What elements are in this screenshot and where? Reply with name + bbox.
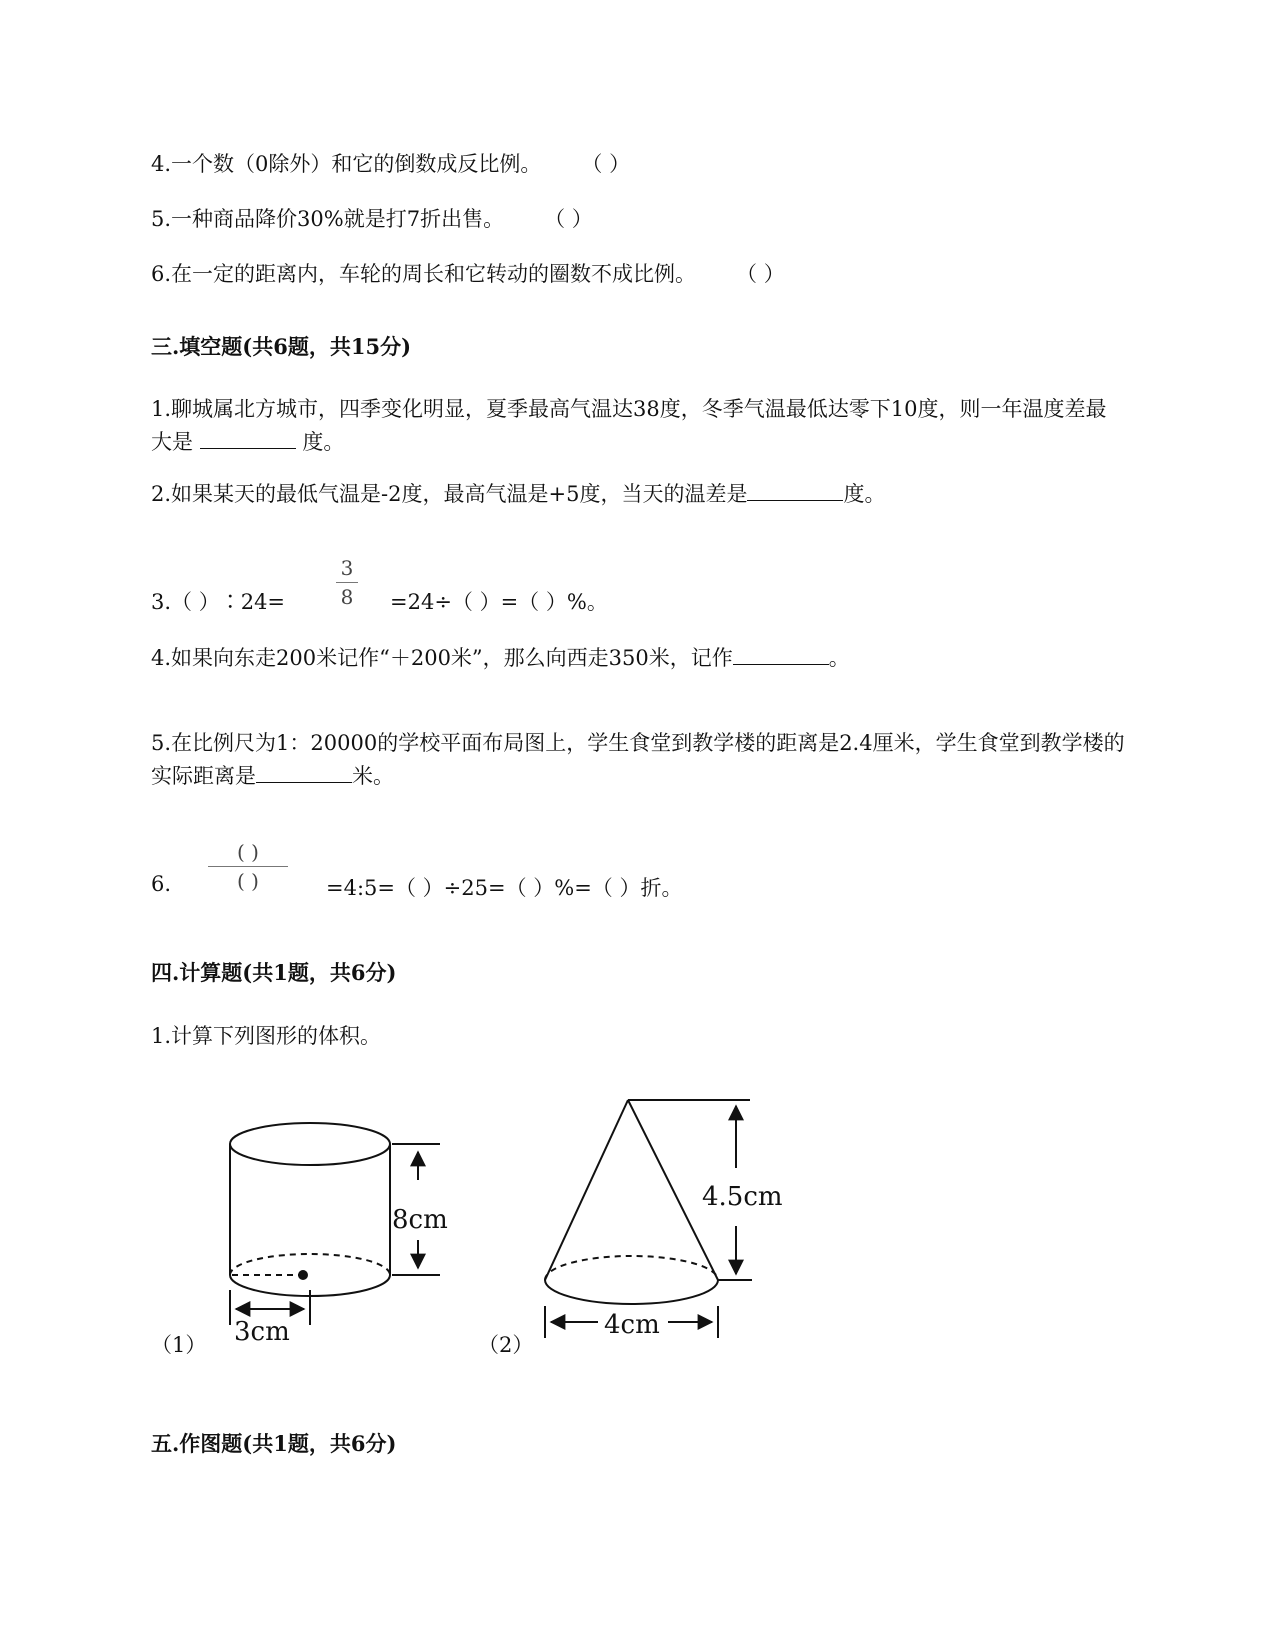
- fill-question-6-suffix: =4:5=（ ）÷25=（ ）%=（ ）折。: [326, 876, 683, 900]
- answer-blank[interactable]: [200, 426, 296, 449]
- figure-2-label: （2）: [478, 1333, 534, 1357]
- fill-question-4: 4.如果向东走200米记作“＋200米”，那么向西走350米，记作 。: [151, 642, 850, 675]
- judge-question-4: 4.一个数（0除外）和它的倒数成反比例。 （ ）: [151, 148, 630, 181]
- cone-height-label: 4.5cm: [702, 1182, 783, 1212]
- answer-paren[interactable]: （ ）: [581, 152, 631, 176]
- fraction-denominator[interactable]: ( ): [237, 869, 259, 893]
- cone-base-front: [545, 1280, 718, 1304]
- fill-question-1: 1.聊城属北方城市，四季变化明显，夏季最高气温达38度，冬季气温最低达零下10度，则一年温度差最大是 度。: [151, 397, 1107, 454]
- figure-1-label: （1）: [151, 1333, 207, 1357]
- section3-title: 三.填空题(共6题，共15分): [151, 334, 412, 359]
- section5-title: 五.作图题(共1题，共6分): [151, 1431, 397, 1456]
- judge-question-5: 5.一种商品降价30%就是打7折出售。 （ ）: [151, 203, 593, 236]
- cylinder-bottom-front: [230, 1275, 390, 1296]
- answer-blank[interactable]: [747, 478, 843, 501]
- fill-question-5: 5.在比例尺为1：20000的学校平面布局图上，学生食堂到教学楼的距离是2.4厘米，学生食堂到教学楼的实际距离是 米。: [151, 731, 1125, 788]
- fill-question-6-prefix: 6.: [151, 872, 172, 896]
- cylinder-top: [230, 1123, 390, 1165]
- answer-blank[interactable]: [733, 642, 829, 665]
- fill-question-3-prefix: 3.（ ）∶24=: [151, 590, 286, 614]
- fill-question-2: 2.如果某天的最低气温是-2度，最高气温是+5度，当天的温差是 度。: [151, 478, 885, 511]
- cylinder-radius-label: 3cm: [234, 1317, 290, 1347]
- judge-question-6: 6.在一定的距离内，车轮的周长和它转动的圈数不成比例。 （ ）: [151, 258, 785, 291]
- cylinder-height-label: 8cm: [392, 1205, 448, 1235]
- answer-paren[interactable]: （ ）: [736, 262, 785, 286]
- cone-right-side: [628, 1100, 718, 1280]
- cylinder-center-dot: [299, 1271, 307, 1279]
- fraction-denominator: 8: [340, 585, 354, 609]
- cone-base-back: [545, 1256, 718, 1280]
- fill-question-3-suffix: =24÷（ ）=（ ）%。: [390, 590, 608, 614]
- cone-diameter-label: 4cm: [604, 1310, 660, 1340]
- fraction-numerator[interactable]: ( ): [237, 840, 259, 864]
- answer-blank[interactable]: [256, 760, 352, 783]
- cylinder-figure: [230, 1123, 440, 1325]
- cone-left-side: [545, 1100, 628, 1280]
- cone-figure: [545, 1100, 752, 1338]
- answer-paren[interactable]: （ ）: [544, 207, 593, 231]
- fraction-numerator: 3: [340, 556, 354, 580]
- cylinder-bottom-back: [230, 1254, 390, 1275]
- fraction-blank: [208, 840, 288, 893]
- fraction-three-eighths: [336, 556, 358, 609]
- calc-question-1: 1.计算下列图形的体积。: [151, 1024, 382, 1048]
- section4-title: 四.计算题(共1题，共6分): [151, 960, 397, 985]
- fraction-bar: [208, 866, 288, 867]
- fraction-bar: [336, 582, 358, 583]
